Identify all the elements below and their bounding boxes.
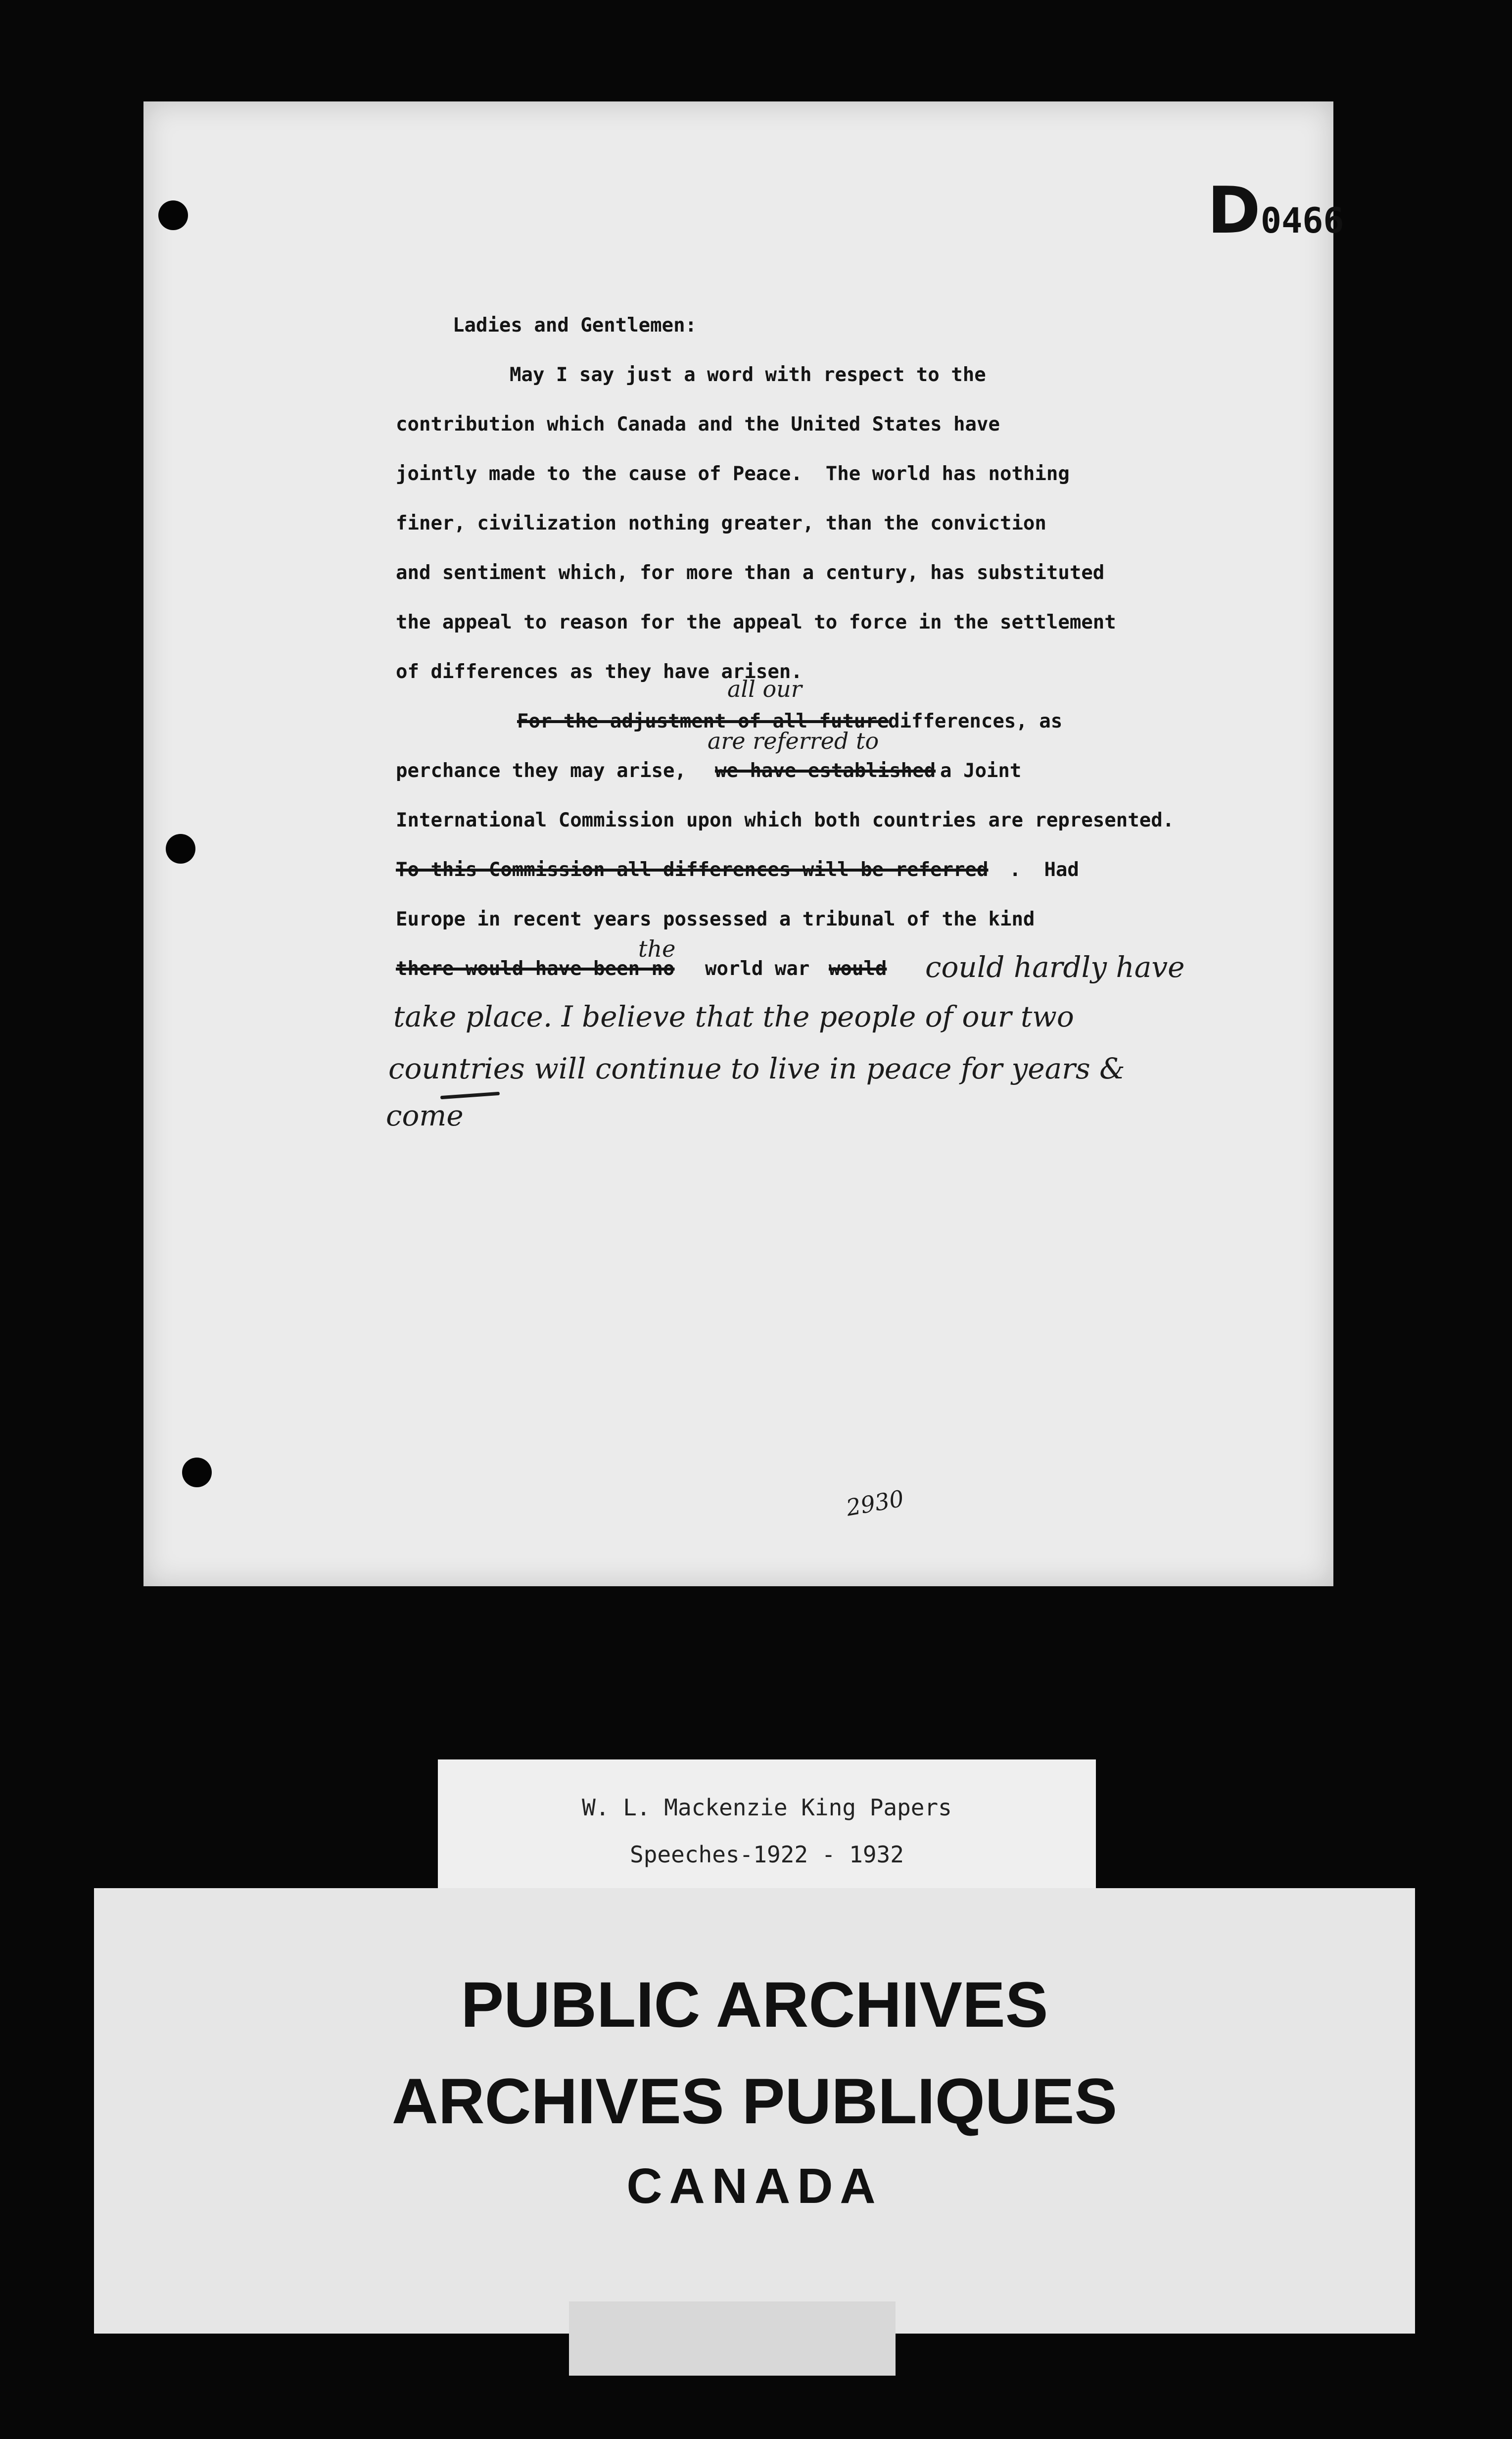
text-line-13: world war bbox=[705, 958, 810, 980]
text-line-12: Europe in recent years possessed a tribunal of the kind bbox=[396, 908, 1035, 930]
archives-label-country: CANADA bbox=[626, 2158, 883, 2214]
text-line-1: May I say just a word with respect to the bbox=[510, 364, 986, 386]
text-line-9-end: a Joint bbox=[940, 760, 1022, 782]
collection-title: W. L. Mackenzie King Papers bbox=[582, 1794, 952, 1821]
text-line-7: of differences as they have arisen. bbox=[396, 661, 803, 683]
handwritten-insert-are-referred: are referred to bbox=[708, 728, 879, 754]
archives-label-english: PUBLIC ARCHIVES bbox=[461, 1968, 1048, 2041]
punch-hole-bottom bbox=[182, 1458, 212, 1487]
punch-hole-middle bbox=[166, 834, 195, 864]
text-line-5: and sentiment which, for more than a century, has substituted bbox=[396, 562, 1105, 584]
document-number bbox=[1207, 173, 1344, 248]
text-line-10: International Commission upon which both countries are represented. bbox=[396, 809, 1175, 831]
tape-strip bbox=[569, 2301, 896, 2376]
handwritten-dash bbox=[440, 1092, 500, 1099]
handwritten-line-1: could hardly have bbox=[925, 950, 1185, 984]
struck-text-5: would bbox=[829, 958, 887, 980]
punch-hole-top bbox=[158, 200, 188, 230]
text-line-9-start: perchance they may arise, bbox=[396, 760, 686, 782]
archives-label-french: ARCHIVES PUBLIQUES bbox=[391, 2065, 1118, 2137]
handwritten-line-3: countries will continue to live in peace for years & bbox=[388, 1052, 1125, 1085]
typed-page bbox=[143, 101, 1344, 1586]
handwritten-line-4: come bbox=[386, 1099, 464, 1132]
text-line-3: jointly made to the cause of Peace. The world has nothing bbox=[396, 463, 1070, 485]
text-line-6: the appeal to reason for the appeal to force in the settlement bbox=[396, 611, 1116, 634]
text-line-11-end: . Had bbox=[1009, 859, 1079, 881]
collection-series: Speeches-1922 - 1932 bbox=[630, 1841, 904, 1868]
salutation: Ladies and Gentlemen: bbox=[453, 314, 697, 337]
document-number-prefix: D bbox=[1207, 173, 1261, 248]
handwritten-line-2: take place. I believe that the people of our two bbox=[393, 1000, 1074, 1033]
archives-label bbox=[94, 1888, 1415, 2334]
struck-text-4: there would have been no bbox=[396, 958, 675, 980]
text-line-4: finer, civilization nothing greater, than the conviction bbox=[396, 512, 1046, 535]
handwritten-insert-the: the bbox=[638, 935, 676, 962]
handwritten-insert-all-our: all our bbox=[727, 676, 802, 702]
struck-text-3: To this Commission all differences will be referred bbox=[396, 859, 989, 881]
text-line-2: contribution which Canada and the United States have bbox=[396, 413, 1000, 436]
collection-label bbox=[438, 1759, 1096, 1893]
struck-text-2: we have established bbox=[715, 760, 936, 782]
document-number-digits: 0466 bbox=[1260, 200, 1344, 241]
struck-text-1: For the adjustment of all future bbox=[517, 710, 889, 732]
folio-number: 2930 bbox=[844, 1485, 906, 1521]
text-line-8-end: differences, as bbox=[888, 710, 1063, 732]
